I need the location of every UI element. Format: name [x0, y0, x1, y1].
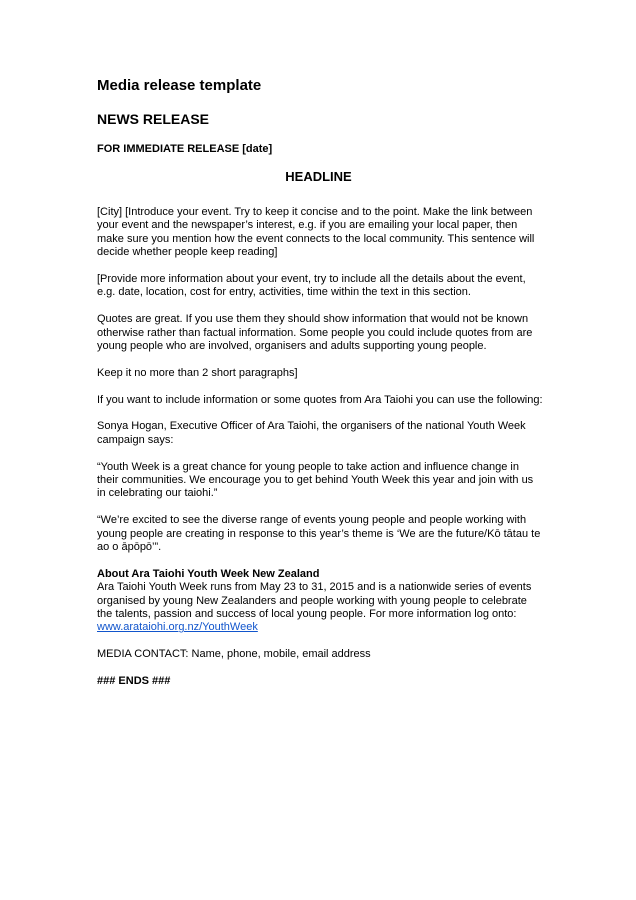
- youth-week-link[interactable]: www.arataiohi.org.nz/YouthWeek: [97, 621, 258, 634]
- quotes-paragraph: Quotes are great. If you use them they should show information that would not be known otherwise rather than factual information. Some people you could include quotes from are young people who are involved, organisers and adults supporting young people.: [97, 313, 533, 353]
- about-body: Ara Taiohi Youth Week runs from May 23 to 31, 2015 and is a nationwide series of events organised by young New Zealanders and people working with young people to celebrate the talents, passion and success of local young people. For more information log onto:: [97, 581, 532, 621]
- media-contact-line: MEDIA CONTACT: Name, phone, mobile, email address: [97, 648, 371, 661]
- ara-intro-paragraph: If you want to include information or some quotes from Ara Taiohi you can use the following:: [97, 393, 543, 406]
- more-info-paragraph: [Provide more information about your event, try to include all the details about the event, e.g. date, location, cost for entry, activities, time within the text in this section.: [97, 273, 526, 299]
- length-note-paragraph: Keep it no more than 2 short paragraphs]: [97, 366, 298, 379]
- release-date-line: FOR IMMEDIATE RELEASE [date]: [97, 143, 273, 155]
- about-section: [97, 568, 543, 635]
- about-heading: About Ara Taiohi Youth Week New Zealand: [97, 567, 320, 580]
- quote-two-paragraph: “We’re excited to see the diverse range of events young people and people working with young people are creating in response to this year’s theme is ‘We are the future/Kō tātau te ao o āpōpō’”.: [97, 514, 541, 554]
- headline: HEADLINE: [285, 169, 352, 184]
- sonya-says-paragraph: Sonya Hogan, Executive Officer of Ara Taiohi, the organisers of the national Youth Week campaign says:: [97, 420, 526, 446]
- ends-marker: ### ENDS ###: [97, 675, 171, 688]
- intro-paragraph: [City] [Introduce your event. Try to keep it concise and to the point. Make the link between your event and the newspaper’s interest, e.g. if you are emailing your local paper, then make sure you mention how the event connects to the local community. This sentence will decide whether people keep reading]: [97, 206, 535, 259]
- news-release-heading: NEWS RELEASE: [97, 111, 210, 127]
- quote-one-paragraph: “Youth Week is a great chance for young people to take action and influence change in their communities. We encourage you to get behind Youth Week this year and join with us in celebrating our taiohi.”: [97, 460, 534, 500]
- release-body: [97, 206, 543, 702]
- document-title: Media release template: [97, 77, 262, 94]
